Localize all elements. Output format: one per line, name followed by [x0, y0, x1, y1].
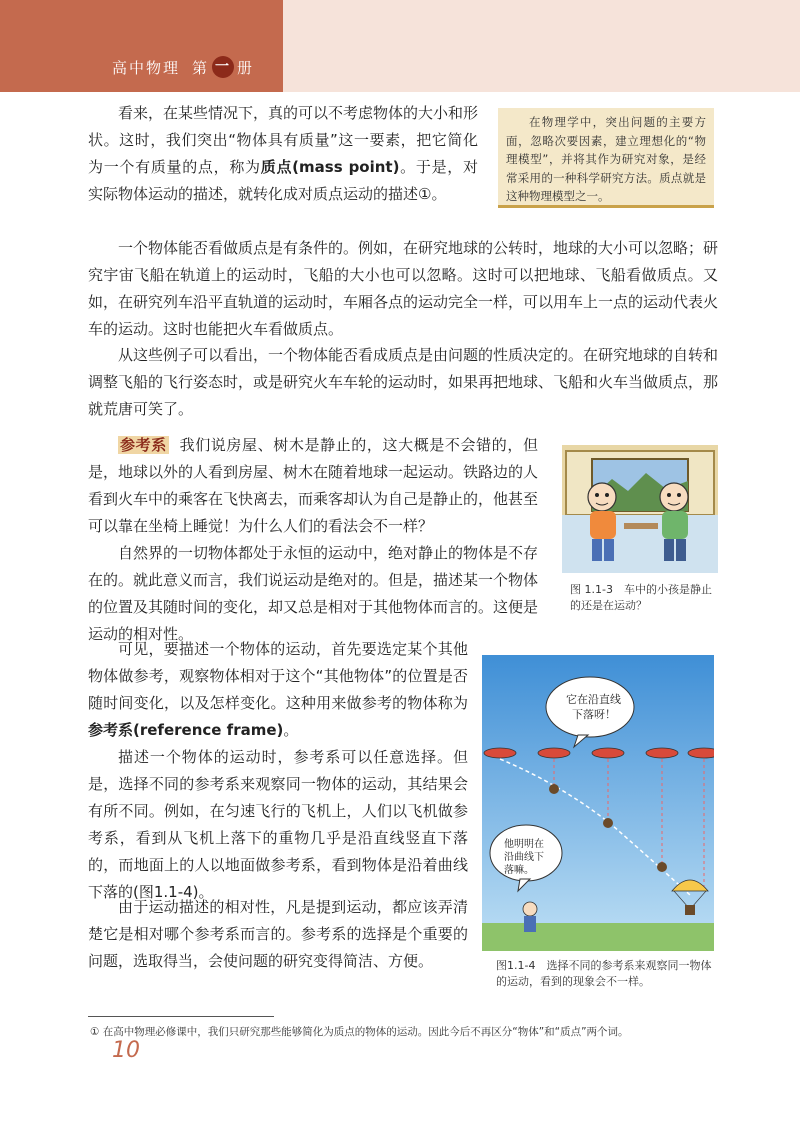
paragraph-text: 我们说房屋、树木是静止的，这大概是不会错的，但是，地球以外的人看到房屋、树木在随着地球一起运动。铁路边的人看到火车中的乘客在飞快离去，而乘客却认为自己是静止的，他甚至可以靠在坐椅上睡觉！为什么人们的看法会不一样？: [88, 436, 539, 535]
paragraph-text: 。: [283, 721, 299, 739]
chapter-suffix: 册: [237, 58, 255, 77]
header-tab: [0, 0, 283, 92]
svg-text:他明明在: 他明明在: [504, 839, 544, 850]
footnote: ① 在高中物理必修课中，我们只研究那些能够简化为质点的物体的运动。因此今后不再区分“物体”和“质点”两个词。: [90, 1026, 629, 1038]
paragraph-absolute-motion: 自然界的一切物体都处于永恒的运动中，绝对静止的物体是不存在的。就此意义而言，我们说运动是绝对的。但是，描述某一个物体的位置及其随时间的变化，却又总是相对于其他物体而言的。这便是运动的相对性。: [88, 544, 539, 643]
paragraph-airplane-example: 描述一个物体的运动时，参考系可以任意选择。但是，选择不同的参考系来观察同一物体的运动，其结果会有所不同。例如，在匀速飞行的飞机上，人们以飞机做参考系，看到从飞机上落下的重物几乎是沿直线竖直下落的，而地面上的人以地面做参考系，看到物体是沿着曲线下落的(图1.1-4)。: [88, 748, 468, 901]
figure-caption-1-1-3: 图 1.1-3 车中的小孩是静止的还是在运动？: [570, 583, 712, 612]
svg-text:它在沿直线: 它在沿直线: [566, 693, 621, 706]
train-children-illustration: [562, 445, 718, 573]
chapter-prefix: 第: [192, 58, 210, 77]
term-mass-point: 质点(mass point): [260, 158, 400, 176]
figure-caption-1-1-4: 图1.1-4 选择不同的参考系来观察同一物体的运动，看到的现象会不一样。: [496, 959, 712, 988]
side-note: 在物理学中，突出问题的主要方面，忽略次要因素，建立理想化的“物理模型”，并将其作为研究对象，是经常采用的一种科学研究方法。质点就是这种物理模型之一。: [498, 108, 714, 208]
svg-text:落嘛。: 落嘛。: [504, 865, 534, 876]
paragraph-conditions: 一个物体能否看做质点是有条件的。例如，在研究地球的公转时，地球的大小可以忽略；研究宇宙飞船在轨道上的运动时，飞船的大小也可以忽略。这时可以把地球、飞船看做质点。又如，在研究列车沿平直轨道的运动时，车厢各点的运动完全一样，可以用车上一点的运动代表火车的运动。这时也能把火车看做质点。: [88, 239, 719, 338]
footnote-divider: [88, 1016, 274, 1017]
paragraph-text: 。于是，对实际物体运动的描述，就转化成对质点运动的描述①。: [88, 158, 478, 203]
svg-text:沿曲线下: 沿曲线下: [504, 852, 544, 863]
running-header: [112, 56, 254, 78]
paragraph-text: 看来，在某些情况下，真的可以不考虑物体的大小和形状。这时，我们突出“物体具有质量”这一要素，把它简化为一个有质量的点，称为: [88, 104, 479, 176]
chapter-number-badge: 一: [212, 56, 234, 78]
paragraph-choosing-frame: 由于运动描述的相对性，凡是提到运动，都应该弄清楚它是相对哪个参考系而言的。参考系的选择是个重要的问题，选取得当，会使问题的研究变得简洁、方便。: [88, 898, 468, 970]
svg-text:下落呀！: 下落呀！: [572, 708, 616, 721]
paragraph-reference-definition: [88, 636, 468, 744]
page-number: 10: [112, 1038, 140, 1063]
paragraph-reference-frame-intro: [88, 432, 538, 540]
term-reference-frame: 参考系(reference frame): [88, 721, 284, 739]
section-heading-reference-frame: 参考系: [120, 436, 167, 454]
airplane-drop-illustration: [482, 655, 714, 951]
paragraph-mass-point: [88, 100, 478, 208]
paragraph-text: 可见，要描述一个物体的运动，首先要选定某个其他物体做参考，观察物体相对于这个“其他物体”的位置是否随时间变化，以及怎样变化。这种用来做参考的物体称为: [88, 640, 468, 712]
book-title: 高中物理: [112, 58, 181, 77]
paragraph-examples: 从这些例子可以看出，一个物体能否看成质点是由问题的性质决定的。在研究地球的自转和调整飞船的飞行姿态时，或是研究火车车轮的运动时，如果再把地球、飞船和火车当做质点，那就荒唐可笑了。: [88, 346, 719, 418]
